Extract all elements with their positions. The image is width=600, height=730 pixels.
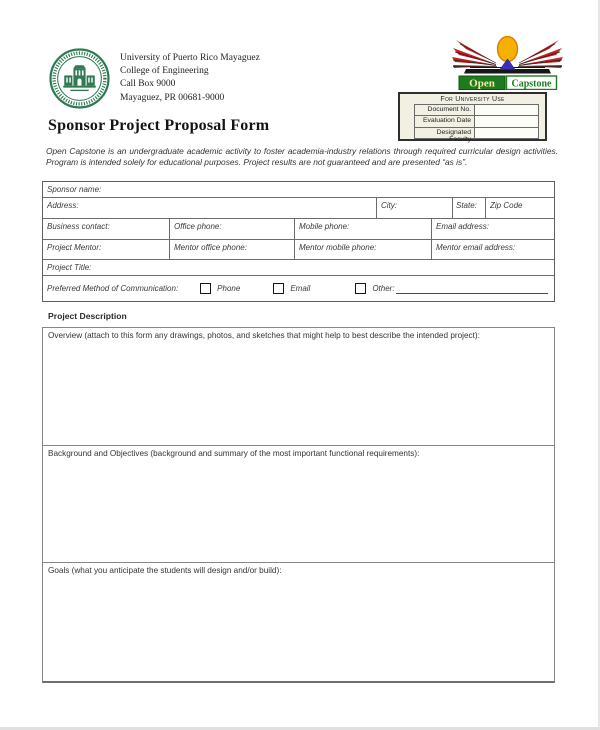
table-row	[415, 115, 538, 126]
mentor-office-phone-label: Mentor office phone:	[174, 243, 247, 252]
project-mentor-label: Project Mentor:	[47, 243, 102, 252]
background-objectives-label: Background and Objectives (background and summary of the most important functional requirements):	[48, 449, 420, 458]
mentor-mobile-phone-field[interactable]	[294, 240, 431, 259]
email-address-field[interactable]	[431, 219, 554, 239]
university-line: University of Puerto Rico Mayaguez	[120, 53, 260, 63]
phone-checkbox[interactable]	[200, 283, 211, 294]
logo-triangle-icon	[500, 59, 515, 70]
address-field[interactable]	[43, 198, 376, 218]
other-checkbox[interactable]	[355, 283, 366, 294]
city-field[interactable]	[376, 198, 452, 218]
preferred-method-row	[43, 275, 554, 301]
university-use-table	[414, 104, 539, 143]
project-mentor-field[interactable]	[43, 240, 169, 259]
logo-word-capstone: Capstone	[511, 78, 552, 90]
logo-word-open: Open	[469, 77, 495, 90]
evaluation-date-field[interactable]	[475, 116, 538, 126]
project-description-heading: Project Description	[48, 311, 127, 321]
mentor-email-label: Mentor email address:	[436, 243, 516, 252]
mentor-email-field[interactable]	[431, 240, 554, 259]
designated-faculty-label: Designated Faculty	[415, 128, 475, 138]
intro-paragraph: Open Capstone is an undergraduate academic activity to foster academia-industry relations through required curricular design activities. Program is intended solely for educational purposes. Project results are not guaranteed and are presented “as is”.	[46, 146, 558, 167]
logo-rays-right	[518, 40, 563, 68]
other-checkbox-label: Other:	[372, 284, 395, 293]
business-contact-field[interactable]	[43, 219, 169, 239]
table-row	[415, 105, 538, 115]
other-fill-line[interactable]	[396, 283, 548, 294]
university-use-title: For University Use	[440, 96, 505, 103]
university-line: College of Engineering	[120, 66, 209, 77]
table-row	[43, 197, 554, 218]
university-seal-icon	[48, 47, 111, 110]
sponsor-name-label: Sponsor name:	[47, 185, 102, 194]
mobile-phone-label: Mobile phone:	[299, 222, 350, 231]
office-phone-label: Office phone:	[174, 222, 222, 231]
table-row	[43, 218, 554, 239]
overview-textarea[interactable]	[42, 327, 555, 446]
goals-label: Goals (what you anticipate the students will design and/or build):	[48, 566, 282, 575]
table-row	[43, 239, 554, 259]
business-contact-label: Business contact:	[47, 222, 110, 231]
email-checkbox[interactable]	[273, 283, 284, 294]
state-label: State:	[456, 201, 477, 210]
university-line: Call Box 9000	[120, 79, 176, 90]
mentor-office-phone-field[interactable]	[169, 240, 294, 259]
mobile-phone-field[interactable]	[294, 219, 431, 239]
address-label: Address:	[47, 201, 79, 210]
page-title: Sponsor Project Proposal Form	[48, 117, 270, 134]
designated-faculty-field[interactable]	[475, 128, 538, 138]
document-no-field[interactable]	[475, 105, 538, 115]
university-address	[120, 52, 260, 105]
open-capstone-logo	[450, 36, 565, 90]
document-no-label: Document No.	[415, 105, 475, 115]
email-checkbox-label: Email	[290, 284, 311, 293]
logo-sun-icon	[498, 37, 518, 62]
logo-rays-left	[452, 40, 497, 68]
sponsor-info-table	[42, 181, 555, 302]
preferred-method-label: Preferred Method of Communication:	[47, 284, 179, 293]
email-address-label: Email address:	[436, 222, 489, 231]
project-title-field[interactable]	[43, 260, 554, 275]
phone-checkbox-label: Phone	[217, 284, 241, 293]
project-description-boxes	[42, 327, 555, 683]
table-row	[43, 182, 554, 197]
mentor-mobile-phone-label: Mentor mobile phone:	[299, 243, 377, 252]
sponsor-name-field[interactable]	[43, 182, 554, 197]
project-title-label: Project Title:	[47, 263, 92, 272]
zip-code-field[interactable]	[485, 198, 554, 218]
overview-label: Overview (attach to this form any drawings, photos, and sketches that might help to best describe the intended project):	[48, 331, 480, 340]
city-label: City:	[381, 201, 397, 210]
table-row	[43, 259, 554, 275]
evaluation-date-label: Evaluation Date	[415, 116, 475, 126]
university-use-box	[398, 92, 547, 141]
goals-textarea[interactable]	[42, 562, 555, 683]
office-phone-field[interactable]	[169, 219, 294, 239]
zip-code-label: Zip Code	[490, 201, 523, 210]
state-field[interactable]	[452, 198, 485, 218]
table-row	[415, 127, 538, 143]
background-objectives-textarea[interactable]	[42, 445, 555, 563]
university-line: Mayaguez, PR 00681-9000	[120, 92, 225, 103]
